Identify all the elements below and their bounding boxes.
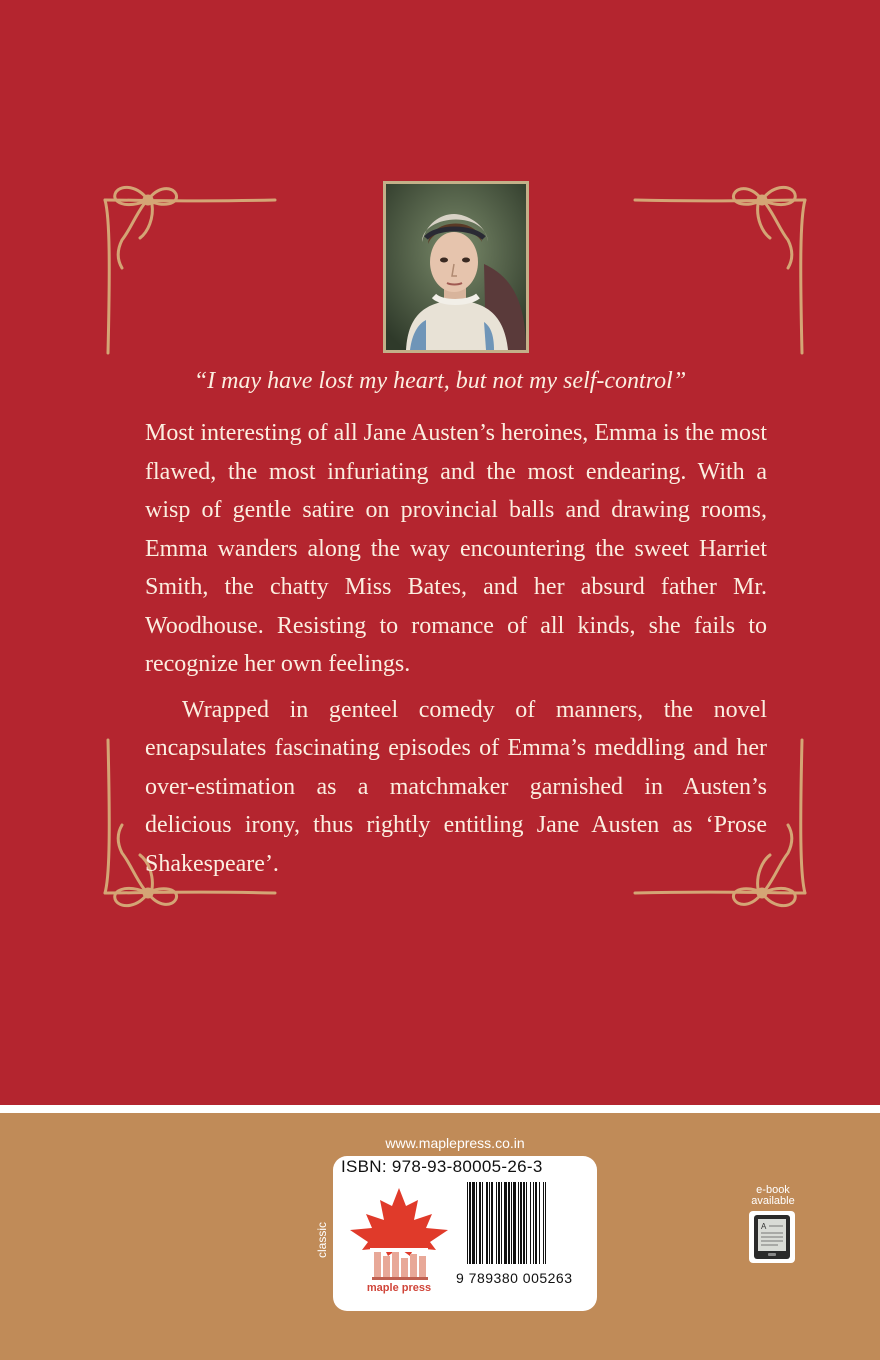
barcode-bar: [498, 1182, 500, 1264]
maple-leaf-books-icon: [344, 1186, 454, 1281]
ribbon-bow-corner-icon: [100, 178, 280, 358]
barcode-bar: [526, 1182, 527, 1264]
barcode-bar: [513, 1182, 516, 1264]
svg-text:A: A: [761, 1222, 767, 1231]
author-portrait: [383, 181, 529, 353]
ribbon-bow-corner-icon: [630, 178, 810, 358]
publisher-logo: [344, 1186, 454, 1298]
ereader-icon: [748, 1210, 796, 1264]
barcode-bar: [469, 1182, 471, 1264]
barcode-bar: [482, 1182, 483, 1264]
barcode-bar: [491, 1182, 493, 1264]
barcode-bar: [486, 1182, 488, 1264]
isbn-barcode: [465, 1182, 591, 1264]
barcode-bar: [479, 1182, 481, 1264]
barcode-bar: [511, 1182, 512, 1264]
ebook-label-line2: available: [751, 1195, 795, 1207]
isbn-label: ISBN: 978-93-80005-26-3: [341, 1157, 543, 1176]
barcode-bar: [530, 1182, 531, 1264]
barcode-bar: [543, 1182, 544, 1264]
barcode-bar: [520, 1182, 522, 1264]
white-divider: [0, 1105, 880, 1113]
jane-austen-portrait-icon: [386, 184, 526, 350]
blurb-paragraph: Most interesting of all Jane Austen’s heroines, Emma is the most flawed, the most infuriating and the most endearing. With a wisp of gentle satire on provincial balls and drawing rooms, Emma wanders along the way encountering the sweet Harriet Smith, the chatty Miss Bates, and her absurd father Mr. Woodhouse. Resisting to romance of all kinds, she fails to recognize her own feelings.: [145, 420, 767, 677]
barcode-bar: [504, 1182, 507, 1264]
barcode-bar: [467, 1182, 468, 1264]
logo-text: maple press: [366, 1282, 432, 1294]
barcode-bar: [508, 1182, 510, 1264]
barcode-graphic: [465, 1182, 591, 1264]
book-blurb: [145, 414, 767, 890]
barcode-bar: [539, 1182, 540, 1264]
barcode-bar: [535, 1182, 537, 1264]
barcode-digits: 9 789380 005263: [456, 1270, 573, 1286]
barcode-bar: [476, 1182, 477, 1264]
barcode-bar: [518, 1182, 519, 1264]
barcode-bar: [472, 1182, 475, 1264]
series-label: classic: [315, 1222, 329, 1259]
cover-quote: “I may have lost my heart, but not my self-control”: [193, 368, 687, 394]
ebook-label-line1: e-book: [756, 1184, 790, 1196]
barcode-bar: [523, 1182, 525, 1264]
barcode-bar: [496, 1182, 497, 1264]
barcode-bar: [489, 1182, 490, 1264]
publisher-website: www.maplepress.co.in: [385, 1135, 525, 1151]
barcode-bar: [501, 1182, 502, 1264]
ebook-label: [738, 1185, 808, 1207]
blurb-paragraph: Wrapped in genteel comedy of manners, the novel encapsulates fascinating episodes of Emma’s meddling and her over-estimation as a matchmaker garnished in Austen’s delicious irony, thus rightly entitling Jane Austen as ‘Prose Shakespeare’.: [145, 696, 767, 877]
barcode-bar: [533, 1182, 534, 1264]
barcode-bar: [545, 1182, 546, 1264]
